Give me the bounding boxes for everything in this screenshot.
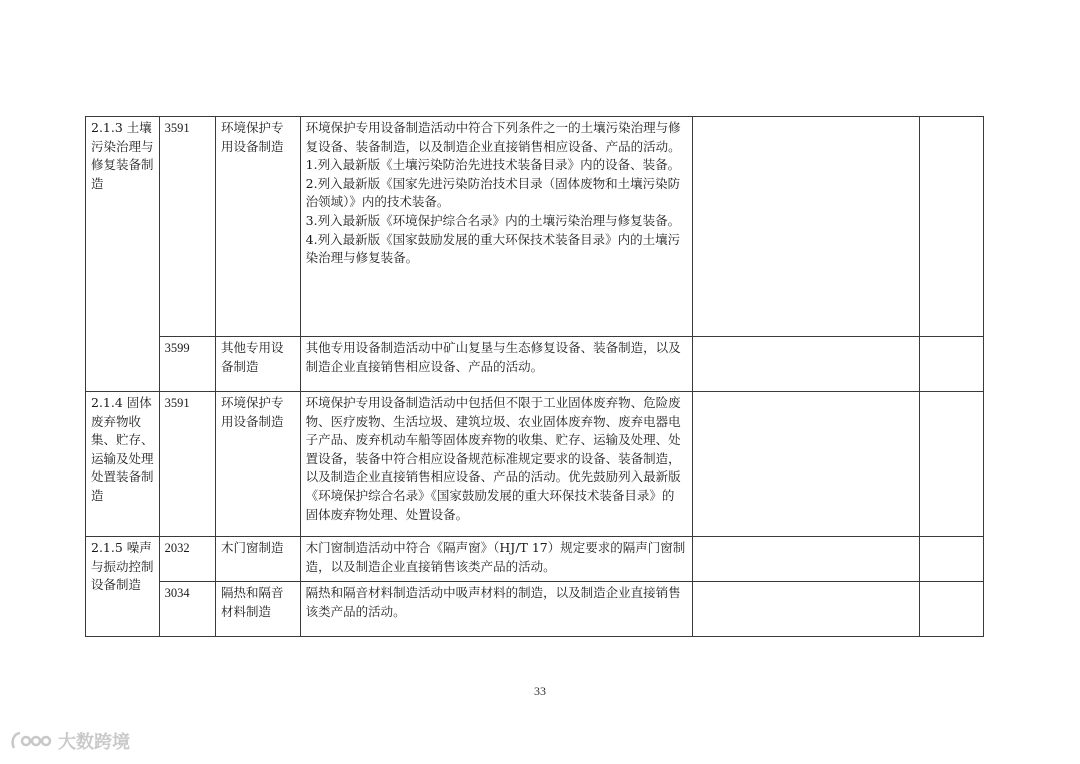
description-line: 环境保护专用设备制造活动中包括但不限于工业固体废弃物、危险废物、医疗废物、生活垃圾、建筑垃圾、农业固体废弃物、废弃电器电子产品、废弃机动车船等固体废弃物的收集、贮存、运输及处理、处置设备，装备中符合相应设备规范标准规定要求的设备、装备制造，以及制造企业直接销售相应设备、产品的活动。优先鼓励列入最新版《环境保护综合名录》《国家鼓励发展的重大环保技术装备目录》的固体废弃物处理、处置设备。: [305, 395, 681, 522]
industry-code-cell: 3599: [159, 337, 215, 392]
page-number: 33: [534, 684, 546, 698]
empty-cell: [692, 537, 920, 582]
table-row: [86, 582, 984, 637]
category-cell: 2.1.5 噪声与振动控制设备制造: [86, 537, 160, 637]
watermark: [10, 728, 130, 754]
empty-cell: [692, 582, 920, 637]
description-cell: [300, 392, 692, 537]
industry-code-cell: 2032: [159, 537, 215, 582]
watermark-text: 大数跨境: [58, 732, 130, 753]
description-line: 3.列入最新版《环境保护综合名录》内的土壤污染治理与修复装备。: [305, 212, 681, 228]
empty-cell: [692, 117, 920, 337]
table-row: [86, 392, 984, 537]
industry-name-cell: 隔热和隔音材料制造: [216, 582, 301, 637]
description-line: 隔热和隔音材料制造活动中吸声材料的制造，以及制造企业直接销售该类产品的活动。: [305, 585, 681, 619]
industry-name-cell: 木门窗制造: [216, 537, 301, 582]
description-cell: [300, 537, 692, 582]
description-line: 环境保护专用设备制造活动中符合下列条件之一的土壤污染治理与修复设备、装备制造，以及制造企业直接销售相应设备、产品的活动。: [305, 120, 681, 154]
industry-code-cell: 3034: [159, 582, 215, 637]
description-cell: [300, 337, 692, 392]
empty-cell: [692, 337, 920, 392]
catalog-table: [85, 116, 984, 637]
industry-name-cell: 环境保护专用设备制造: [216, 392, 301, 537]
empty-cell: [920, 337, 984, 392]
empty-cell: [920, 582, 984, 637]
description-cell: [300, 582, 692, 637]
table-row: [86, 337, 984, 392]
empty-cell: [920, 117, 984, 337]
category-cell: 2.1.4 固体废弃物收集、贮存、运输及处理处置装备制造: [86, 392, 160, 537]
empty-cell: [920, 392, 984, 537]
industry-name-cell: 环境保护专用设备制造: [216, 117, 301, 337]
watermark-logo-icon: [10, 730, 54, 752]
description-line: 2.列入最新版《国家先进污染防治技术目录（固体废物和土壤污染防治领域）》内的技术装备。: [305, 175, 681, 210]
category-cell: 2.1.3 土壤污染治理与修复装备制造: [86, 117, 160, 392]
description-cell: [300, 117, 692, 337]
description-line: 其他专用设备制造活动中矿山复垦与生态修复设备、装备制造，以及制造企业直接销售相应设备、产品的活动。: [305, 340, 681, 374]
description-line: 木门窗制造活动中符合《隔声窗》（HJ/T 17）规定要求的隔声门窗制造，以及制造企业直接销售该类产品的活动。: [305, 540, 686, 574]
table-row: [86, 537, 984, 582]
industry-code-cell: 3591: [159, 117, 215, 337]
industry-code-cell: 3591: [159, 392, 215, 537]
empty-cell: [692, 392, 920, 537]
description-line: 4.列入最新版《国家鼓励发展的重大环保技术装备目录》内的土壤污染治理与修复装备。: [305, 231, 681, 266]
empty-cell: [920, 537, 984, 582]
description-line: 1.列入最新版《土壤污染防治先进技术装备目录》内的设备、装备。: [305, 157, 681, 173]
table-row: [86, 117, 984, 337]
industry-name-cell: 其他专用设备制造: [216, 337, 301, 392]
